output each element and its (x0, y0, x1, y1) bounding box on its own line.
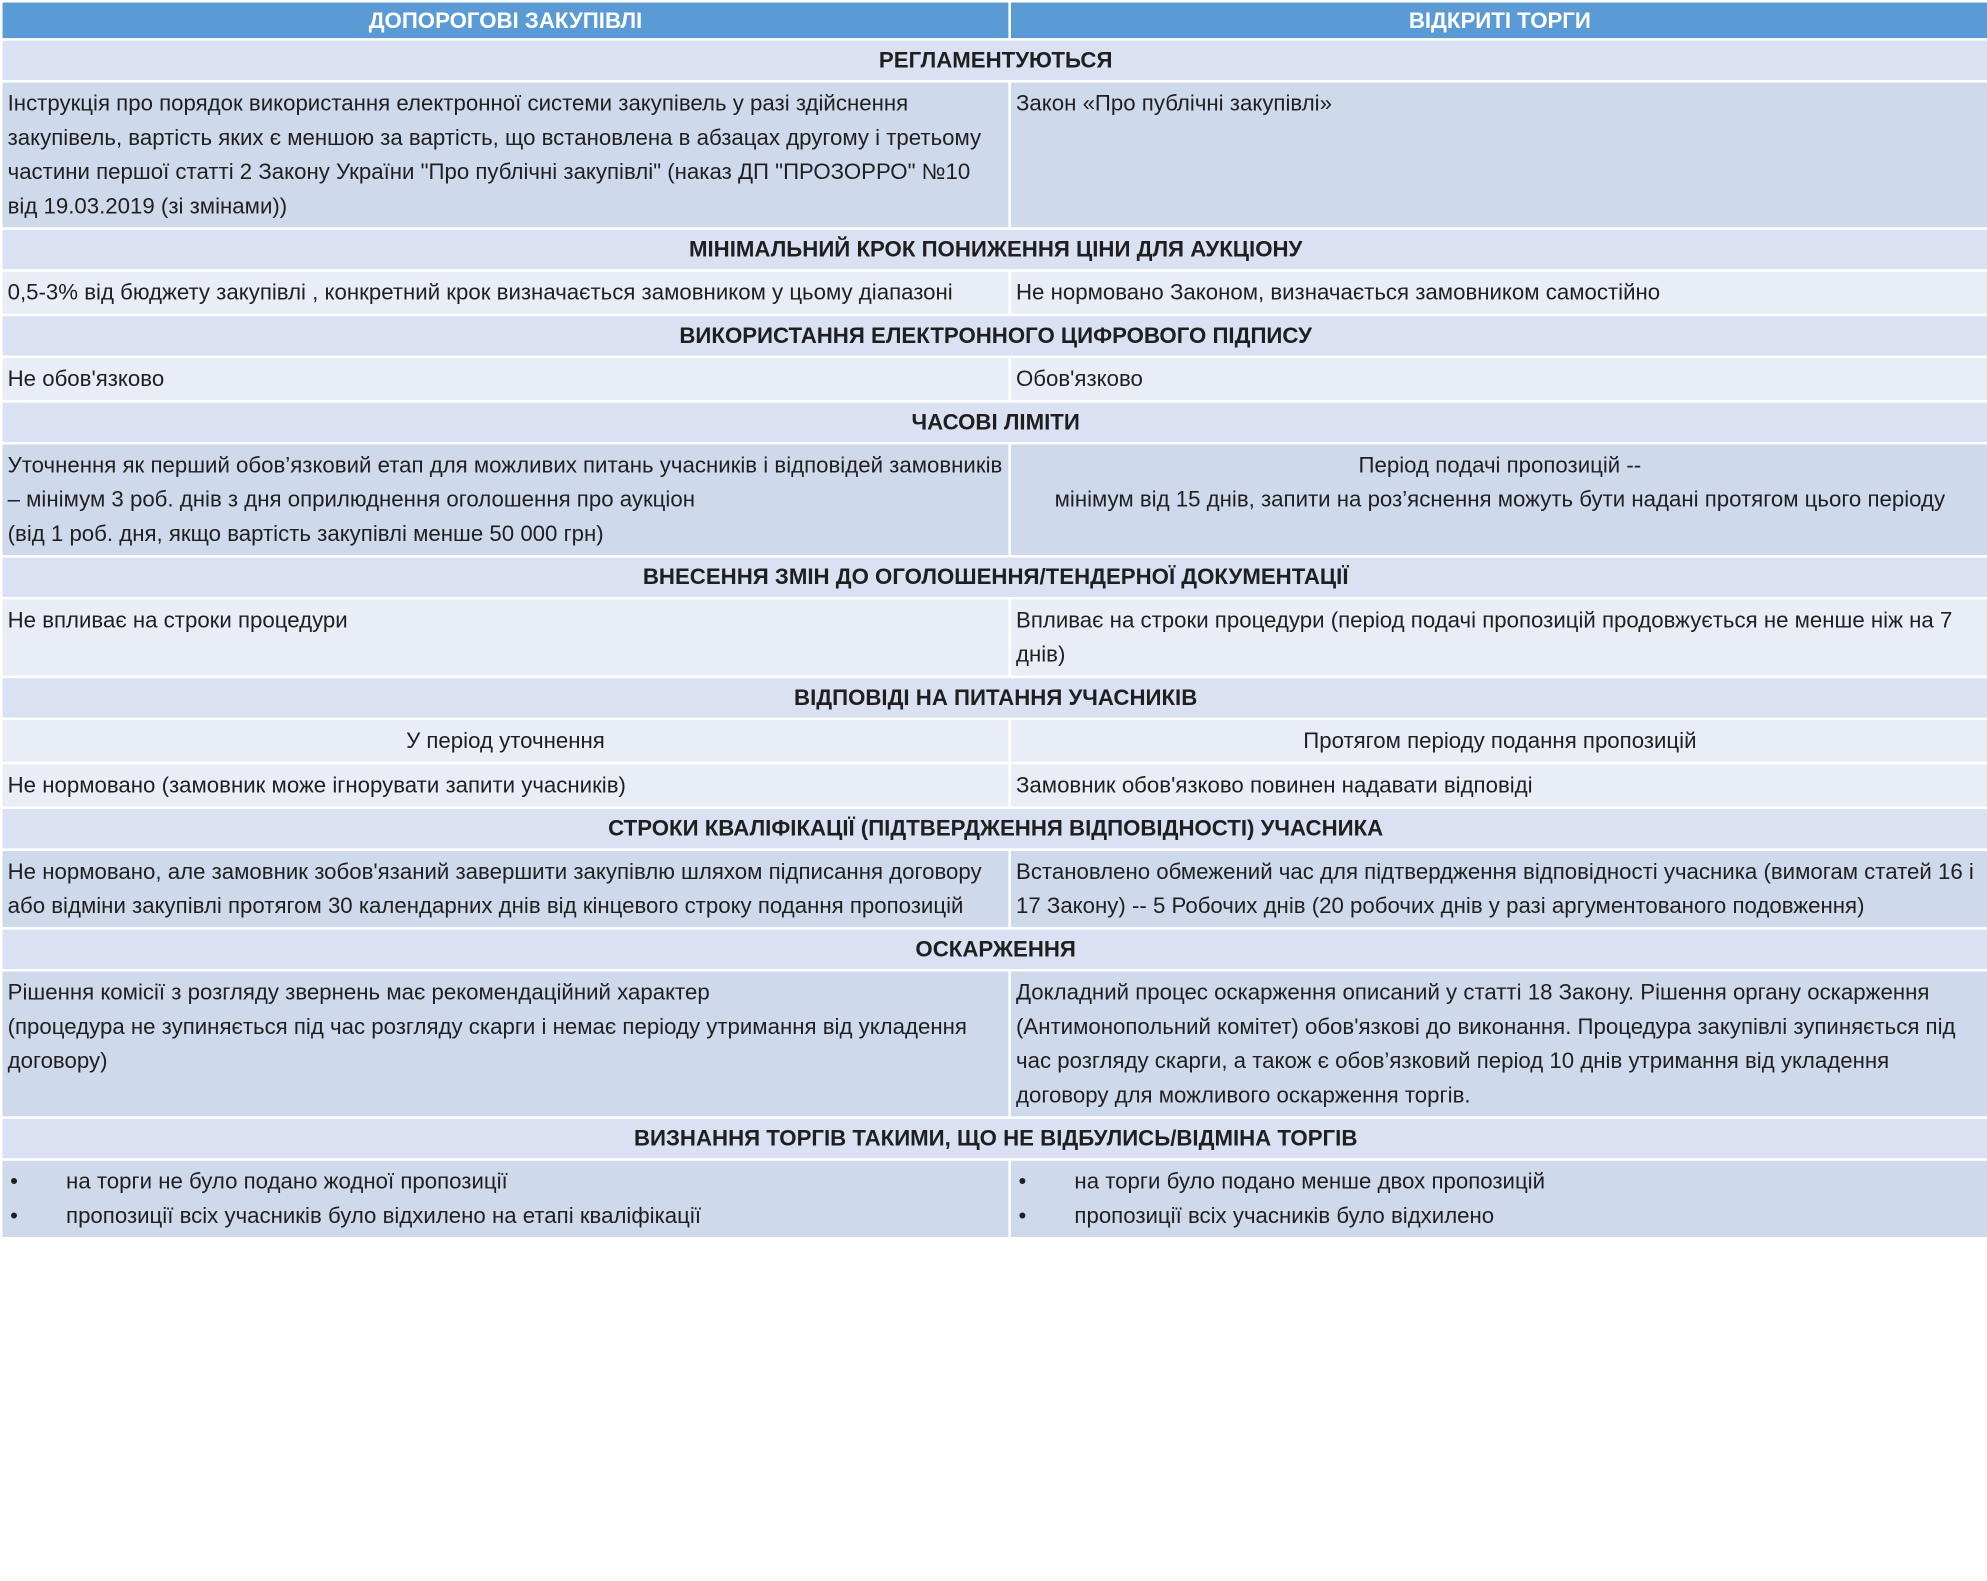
header-left: ДОПОРОГОВІ ЗАКУПІВЛІ (3, 3, 1009, 39)
list-item-text: пропозиції всіх учасників було відхилено (1074, 1202, 1495, 1229)
bullet-icon: • (10, 1202, 18, 1229)
list-item-text: на торги не було подано жодної пропозиції (66, 1168, 508, 1194)
cell-right: Закон «Про публічні закупівлі» (1011, 83, 1987, 228)
bullet-icon: • (1018, 1168, 1027, 1194)
cell-left: Не нормовано (замовник може ігнорувати запити учасників) (3, 765, 1009, 807)
section-header (3, 558, 1987, 597)
cell-left: 0,5-3% від бюджету закупівлі , конкретний крок визначається замовником у цьому діапазоні (3, 272, 1009, 314)
bullet-icon: • (10, 1168, 18, 1194)
cell-right: Впливає на строки процедури (період подачі пропозицій продовжується не менше ніж на 7 днів) (1011, 599, 1987, 675)
list-item (8, 1199, 1004, 1233)
cell-left (3, 445, 1009, 555)
list-item (1016, 1199, 1984, 1233)
cell-right: Замовник обов'язково повинен надавати відповіді (1011, 765, 1987, 807)
bullet-icon: • (1018, 1202, 1027, 1229)
cell-right (1011, 445, 1987, 555)
table-row (3, 445, 1987, 555)
section-header (3, 1119, 1987, 1158)
cell-left (3, 1161, 1009, 1237)
section-title: РЕГЛАМЕНТУЮТЬСЯ (3, 41, 1987, 80)
section-header (3, 930, 1987, 969)
section-title: ВНЕСЕННЯ ЗМІН ДО ОГОЛОШЕННЯ/ТЕНДЕРНОЇ ДОКУМЕНТАЦІЇ (3, 558, 1987, 597)
table-row (3, 851, 1987, 927)
list-item (8, 1165, 1004, 1199)
header-right: ВІДКРИТІ ТОРГИ (1011, 3, 1987, 39)
section-header (3, 809, 1987, 848)
subheader-right: Протягом періоду подання пропозицій (1011, 720, 1987, 762)
cell-right: Встановлено обмежений час для підтвердження відповідності учасника (вимогам статей 16 і 17 Закону) -- 5 Робочих днів (20 робочих днів у разі аргументованого подовження) (1011, 851, 1987, 927)
section-header (3, 230, 1987, 269)
table-row (3, 599, 1987, 675)
section-title: ВИЗНАННЯ ТОРГІВ ТАКИМИ, ЩО НЕ ВІДБУЛИСЬ/ВІДМІНА ТОРГІВ (3, 1119, 1987, 1158)
cell-right: Не нормовано Законом, визначається замовником самостійно (1011, 272, 1987, 314)
cell-line: Уточнення як перший обов’язковий етап для можливих питань учасників і відповідей замовників – мінімум 3 роб. днів з дня оприлюднення оголошення про аукціон (7, 452, 1003, 512)
cell-line: (процедура не зупиняється під час розгляду скарги і немає періоду утримання від укладення договору) (7, 1013, 967, 1074)
list-item-text: на торги було подано менше двох пропозицій (1074, 1168, 1546, 1194)
subheader-row (3, 720, 1987, 762)
section-title: ВИКОРИСТАННЯ ЕЛЕКТРОННОГО ЦИФРОВОГО ПІДПИСУ (3, 316, 1987, 355)
section-header (3, 316, 1987, 355)
section-title: ВІДПОВІДІ НА ПИТАННЯ УЧАСНИКІВ (3, 678, 1987, 717)
header-row (3, 3, 1987, 39)
cell-left: Не нормовано, але замовник зобов'язаний завершити закупівлю шляхом підписання договору або відміни закупівлі протягом 30 календарних днів від кінцевого строку подання пропозицій (3, 851, 1009, 927)
cell-left (3, 972, 1009, 1117)
cell-left: Інструкція про порядок використання електронної системи закупівель у разі здійснення закупівель, вартість яких є меншою за вартість, що встановлена в абзацах другому і третьому частини першої статті 2 Закону України "Про публічні закупівлі" (наказ ДП "ПРОЗОРРО" №10 від 19.03.2019 (зі змінами)) (3, 83, 1009, 228)
table-row (3, 765, 1987, 807)
list-item-text: пропозиції всіх учасників було відхилено на етапі кваліфікації (66, 1202, 702, 1229)
section-title: МІНІМАЛЬНИЙ КРОК ПОНИЖЕННЯ ЦІНИ ДЛЯ АУКЦІОНУ (3, 230, 1987, 269)
section-title: ЧАСОВІ ЛІМІТИ (3, 403, 1987, 442)
section-header (3, 678, 1987, 717)
section-header (3, 41, 1987, 80)
cell-right (1011, 1161, 1987, 1237)
cell-left: Не обов'язково (3, 358, 1009, 400)
cell-line: (від 1 роб. дня, якщо вартість закупівлі менше 50 000 грн) (7, 520, 604, 547)
table-row (3, 272, 1987, 314)
cell-line: мінімум від 15 днів, запити на роз’яснення можуть бути надані протягом цього періоду (1054, 486, 1946, 512)
table-row (3, 358, 1987, 400)
table-row (3, 1161, 1987, 1237)
cell-right: Обов'язково (1011, 358, 1987, 400)
cell-right: Докладний процес оскарження описаний у статті 18 Закону. Рішення органу оскарження (Антимонопольний комітет) обов'язкові до виконання. Процедура закупівлі зупиняється під час розгляду скарги, а також є обов’язковий період 10 днів утримання від укладення договору для можливого оскарження торгів. (1011, 972, 1987, 1117)
subheader-left: У період уточнення (3, 720, 1009, 762)
cell-line: Період подачі пропозицій -- (1358, 452, 1642, 478)
table-row (3, 972, 1987, 1117)
section-title: ОСКАРЖЕННЯ (3, 930, 1987, 969)
section-header (3, 403, 1987, 442)
section-title: СТРОКИ КВАЛІФІКАЦІЇ (ПІДТВЕРДЖЕННЯ ВІДПОВІДНОСТІ) УЧАСНИКА (3, 809, 1987, 848)
cell-left: Не впливає на строки процедури (3, 599, 1009, 675)
cell-line: Рішення комісії з розгляду звернень має рекомендаційний характер (7, 979, 710, 1005)
table-row (3, 83, 1987, 228)
list-item (1016, 1165, 1984, 1199)
